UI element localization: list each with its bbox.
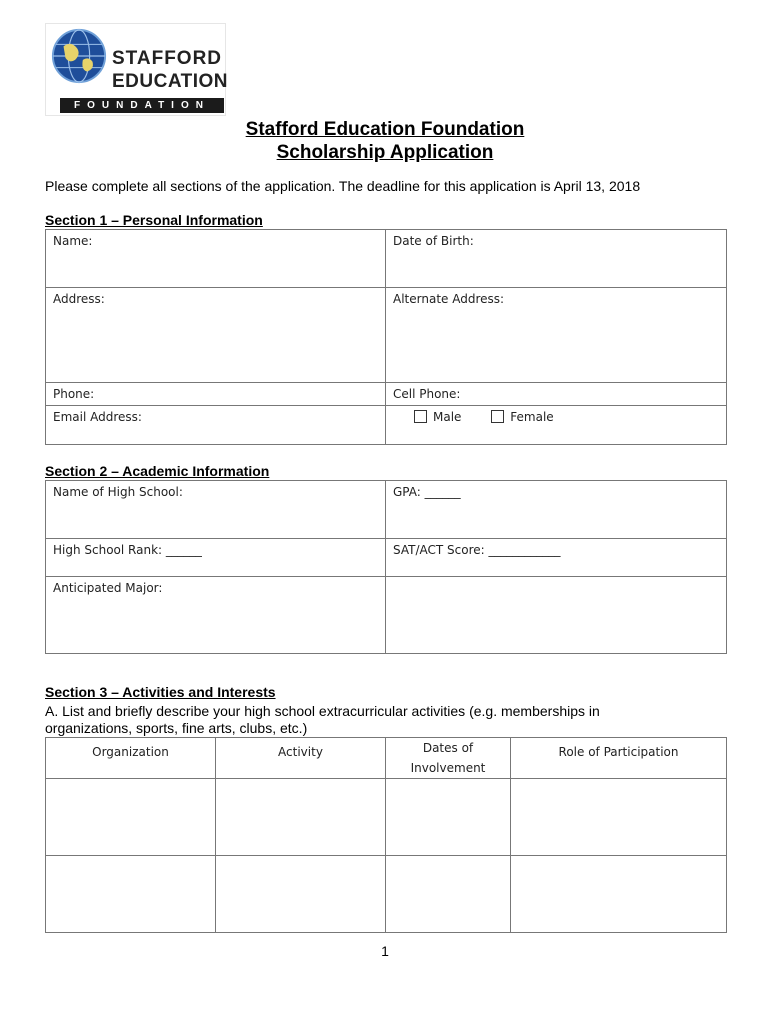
gpa-field[interactable]: GPA: ______ — [386, 481, 727, 539]
major-field[interactable]: Anticipated Major: — [46, 577, 386, 654]
document-subtitle: Scholarship Application — [276, 142, 494, 163]
document-title: Stafford Education Foundation — [245, 119, 525, 140]
personal-info-table — [45, 229, 727, 445]
activities-prompt-line-2: organizations, sports, fine arts, clubs, etc.) — [45, 720, 308, 736]
male-checkbox[interactable] — [414, 410, 427, 423]
academic-info-table — [45, 480, 727, 654]
high-school-field[interactable]: Name of High School: — [46, 481, 386, 539]
male-option[interactable] — [414, 410, 461, 424]
female-option[interactable] — [491, 410, 553, 424]
name-field[interactable]: Name: — [46, 230, 386, 288]
dates-cell[interactable] — [386, 779, 511, 856]
dob-field[interactable]: Date of Birth: — [386, 230, 727, 288]
activity-cell[interactable] — [216, 856, 386, 933]
dates-cell[interactable] — [386, 856, 511, 933]
globe-icon — [50, 27, 108, 85]
column-header-dates: Dates of Involvement — [386, 738, 511, 779]
section-3-heading: Section 3 – Activities and Interests — [45, 684, 276, 700]
page-number: 1 — [381, 943, 389, 959]
address-field[interactable]: Address: — [46, 288, 386, 383]
cell-phone-field[interactable]: Cell Phone: — [386, 383, 727, 406]
logo-line-1: STAFFORD — [112, 48, 223, 69]
activity-cell[interactable] — [216, 779, 386, 856]
female-label: Female — [510, 410, 554, 424]
section-1-heading: Section 1 – Personal Information — [45, 212, 263, 228]
blank-cell — [386, 577, 727, 654]
column-header-organization: Organization — [46, 738, 216, 779]
organization-cell[interactable] — [46, 779, 216, 856]
organization-cell[interactable] — [46, 856, 216, 933]
sat-act-field[interactable]: SAT/ACT Score: ____________ — [386, 539, 727, 577]
alt-address-field[interactable]: Alternate Address: — [386, 288, 727, 383]
section-2-heading: Section 2 – Academic Information — [45, 463, 270, 479]
activities-prompt-line-1: A. List and briefly describe your high school extracurricular activities (e.g. memberships in — [45, 703, 600, 719]
table-row — [46, 779, 727, 856]
female-checkbox[interactable] — [491, 410, 504, 423]
role-cell[interactable] — [511, 779, 727, 856]
activities-table — [45, 737, 727, 933]
email-field[interactable]: Email Address: — [46, 406, 386, 445]
logo-line-2: EDUCATION — [112, 71, 229, 92]
table-row — [46, 856, 727, 933]
instructions-text: Please complete all sections of the application. The deadline for this application is April 13, 2018 — [45, 178, 641, 194]
column-header-activity: Activity — [216, 738, 386, 779]
foundation-logo — [45, 23, 229, 116]
logo-band: FOUNDATION — [60, 98, 224, 113]
role-cell[interactable] — [511, 856, 727, 933]
gender-cell — [386, 406, 727, 445]
rank-field[interactable]: High School Rank: ______ — [46, 539, 386, 577]
column-header-role: Role of Participation — [511, 738, 727, 779]
phone-field[interactable]: Phone: — [46, 383, 386, 406]
male-label: Male — [433, 410, 462, 424]
